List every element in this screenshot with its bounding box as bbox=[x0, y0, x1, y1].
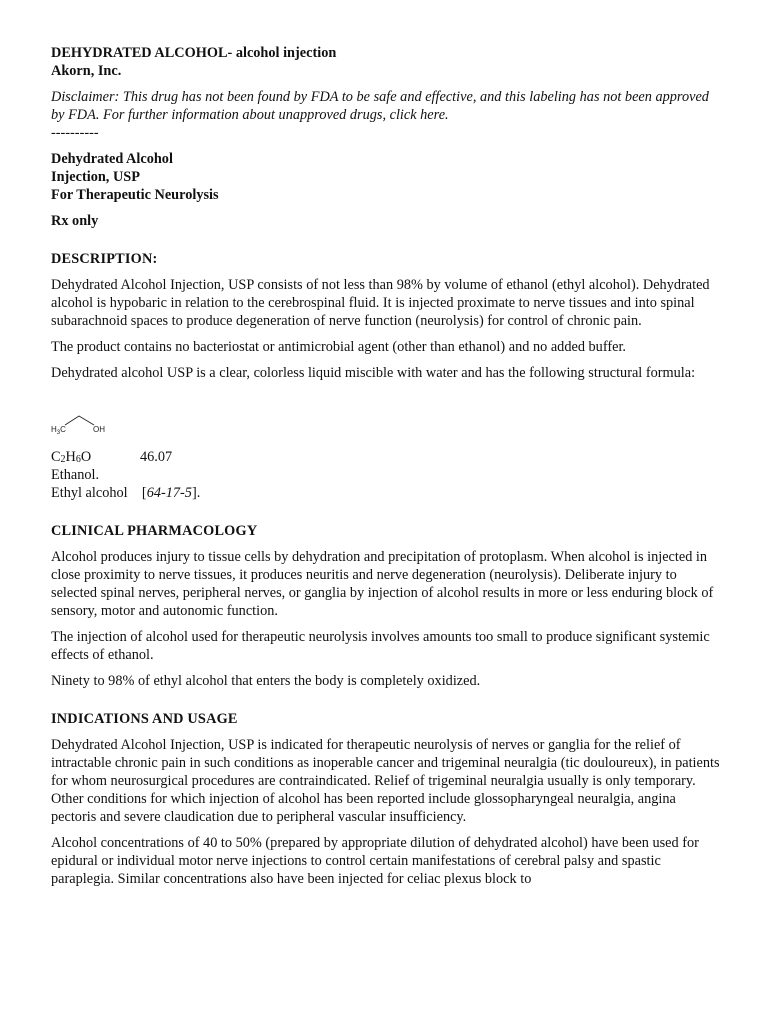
indications-heading: INDICATIONS AND USAGE bbox=[51, 711, 238, 727]
product-title-block bbox=[51, 150, 723, 230]
indications-paragraph-1: Dehydrated Alcohol Injection, USP is indicated for therapeutic neurolysis of nerves or ganglia for the relief of intractable chronic pain in such conditions as inoperable cancer and trigeminal neuralgia (tic douloureux), in patients for whom neurosurgical procedures are contraindicated. Relief of trigeminal neuralgia usually is only temporary. Other conditions for which injection of alcohol has been reported include glossopharyngeal neuralgia, angina pectoris and severe claudication due to peripheral vascular insufficiency. bbox=[51, 737, 720, 825]
fda-disclaimer bbox=[51, 88, 723, 124]
document-title: DEHYDRATED ALCOHOL- alcohol injection bbox=[51, 45, 337, 61]
cas-number-line: Ethyl alcohol [64-17-5]. bbox=[51, 485, 201, 501]
molecular-formula: $C_2H_6O$ bbox=[51, 449, 92, 465]
description-paragraph-1: Dehydrated Alcohol Injection, USP consists of not less than 98% by volume of ethanol (ethyl alcohol). Dehydrated alcohol is hypobaric in relation to the cerebrospinal fluid. It is injected proximate to nerve tissues and into spinal subarachnoid spaces to produce degeneration of nerve function (neurolysis) for control of chronic pain. bbox=[51, 277, 710, 329]
molecular-weight: 46.07 bbox=[140, 449, 173, 465]
clinical-pharmacology-section bbox=[51, 522, 723, 690]
indications-section bbox=[51, 710, 723, 888]
description-heading: DESCRIPTION: bbox=[51, 251, 158, 267]
methyl-group-label: $H_3C$ bbox=[51, 425, 66, 436]
clinical-paragraph-1: Alcohol produces injury to tissue cells by dehydration and precipitation of protoplasm. When alcohol is injected in close proximity to nerve tissues, it produces neuritis and nerve degeneration (neurolysis). Deliberate injury to selected spinal nerves, peripheral nerves, or ganglia by injection of alcohol results in more or less enduring block of sensory, motor and autonomic function. bbox=[51, 549, 714, 619]
carbon-chain-bond bbox=[65, 416, 94, 425]
chemical-name: Ethanol. bbox=[51, 467, 100, 483]
rx-only: Rx only bbox=[51, 213, 99, 229]
product-use: For Therapeutic Neurolysis bbox=[51, 187, 219, 203]
clinical-paragraph-3: Ninety to 98% of ethyl alcohol that enters the body is completely oxidized. bbox=[51, 673, 481, 689]
clinical-pharmacology-heading: CLINICAL PHARMACOLOGY bbox=[51, 523, 258, 539]
product-form: Injection, USP bbox=[51, 169, 140, 185]
clinical-paragraph-2: The injection of alcohol used for therapeutic neurolysis involves amounts too small to produce significant systemic effects of ethanol. bbox=[51, 629, 710, 663]
hydroxyl-group-label: OH bbox=[93, 425, 105, 434]
description-section bbox=[51, 250, 723, 502]
structural-formula-image bbox=[51, 396, 121, 436]
document-header bbox=[51, 44, 723, 142]
molecular-formula-row bbox=[51, 448, 723, 466]
company-name: Akorn, Inc. bbox=[51, 63, 122, 79]
description-paragraph-2: The product contains no bacteriostat or antimicrobial agent (other than ethanol) and no added buffer. bbox=[51, 339, 626, 355]
indications-paragraph-2: Alcohol concentrations of 40 to 50% (prepared by appropriate dilution of dehydrated alcohol) have been used for epidural or individual motor nerve injections to control certain manifestations of cerebral palsy and spastic paraplegia. Similar concentrations also have been injected for celiac plexus block to bbox=[51, 835, 699, 887]
separator-line: ---------- bbox=[51, 125, 99, 141]
cas-number: 64-17-5 bbox=[146, 485, 192, 501]
disclaimer-text: Disclaimer: This drug has not been found by FDA to be safe and effective, and this labeling has not been approved by FDA. For further information about unapproved drugs, click here. bbox=[51, 89, 709, 123]
label-document bbox=[51, 44, 723, 888]
description-paragraph-3: Dehydrated alcohol USP is a clear, colorless liquid miscible with water and has the following structural formula: bbox=[51, 365, 696, 381]
product-name: Dehydrated Alcohol bbox=[51, 151, 173, 167]
